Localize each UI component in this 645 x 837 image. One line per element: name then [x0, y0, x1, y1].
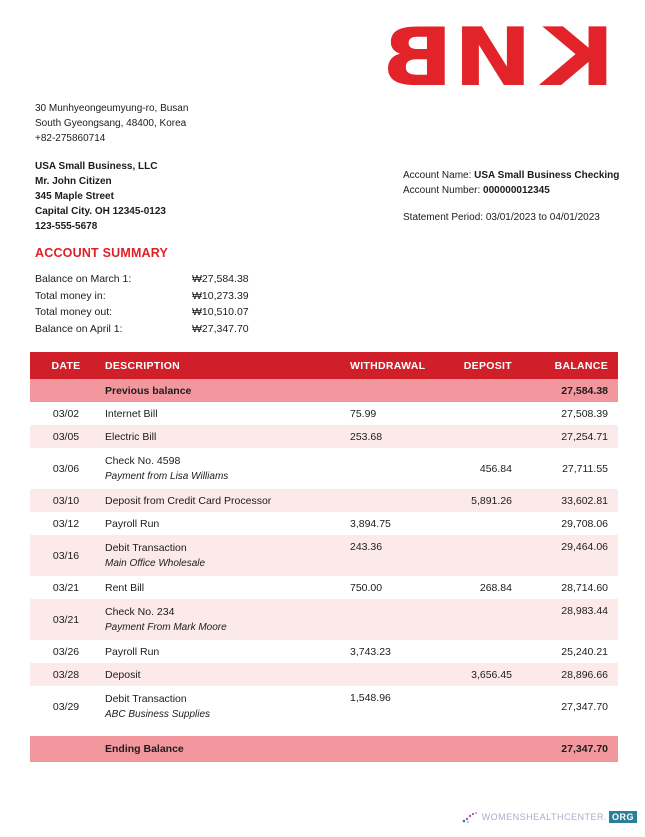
table-row	[30, 535, 618, 576]
cell-description	[102, 448, 347, 489]
cell-description: Internet Bill	[102, 402, 347, 425]
description-main: Debit Transaction	[105, 693, 187, 705]
logo-letter-b: B	[376, 11, 454, 104]
cell-description	[102, 599, 347, 640]
cell-deposit: 5,891.26	[437, 489, 515, 512]
cell-description: Rent Bill	[102, 576, 347, 599]
description-note: ABC Business Supplies	[105, 709, 211, 720]
bank-address-line: 30 Munhyeongeumyung-ro, Busan	[35, 103, 189, 114]
watermark-text: WOMENSHEALTHCENTER.	[481, 812, 607, 822]
summary-label: Balance on April 1:	[35, 322, 123, 335]
header-date: DATE	[30, 352, 102, 379]
summary-label: Total money out:	[35, 306, 113, 319]
header-withdrawal: WITHDRAWAL	[347, 352, 437, 379]
table-row	[30, 402, 618, 425]
table-header-row	[30, 352, 618, 379]
cell-deposit	[437, 402, 515, 425]
cell-balance: 27,508.39	[515, 402, 618, 425]
cell-deposit: 456.84	[437, 448, 515, 489]
customer-phone: 123-555-5678	[35, 221, 98, 232]
cell-description: Payroll Run	[102, 512, 347, 535]
summary-row	[35, 271, 335, 288]
dots-swoosh-icon	[461, 810, 479, 824]
statement-period-value: 03/01/2023 to 04/01/2023	[485, 212, 600, 223]
cell-date: 03/21	[30, 576, 102, 599]
cell-description: Deposit from Credit Card Processor	[102, 489, 347, 512]
table-row	[30, 663, 618, 686]
cell-balance: 27,711.55	[515, 448, 618, 489]
cell-date: 03/06	[30, 448, 102, 489]
account-number-label: Account Number:	[403, 185, 484, 196]
table-row	[30, 489, 618, 512]
customer-company: USA Small Business, LLC	[35, 161, 158, 172]
logo-letter-n: N	[453, 11, 538, 104]
summary-row	[35, 304, 335, 321]
customer-city: Capital City. OH 12345-0123	[35, 206, 166, 217]
previous-balance-row	[30, 379, 618, 402]
account-info-block	[403, 168, 619, 225]
cell-balance: 29,464.06	[515, 535, 618, 576]
description-main: Check No. 4598	[105, 455, 181, 467]
account-summary-title: ACCOUNT SUMMARY	[35, 246, 169, 260]
cell-description	[102, 535, 347, 576]
cell-withdrawal	[347, 599, 437, 640]
cell-withdrawal: 3,894.75	[347, 512, 437, 535]
account-name-label: Account Name:	[403, 170, 475, 181]
statement-period-line	[403, 210, 619, 225]
cell-balance: 27,254.71	[515, 425, 618, 448]
cell-deposit: 3,656.45	[437, 663, 515, 686]
previous-balance-label: Previous balance	[102, 379, 347, 402]
cell-withdrawal: 253.68	[347, 425, 437, 448]
cell-balance: 25,240.21	[515, 640, 618, 663]
summary-value: ₩27,347.70	[192, 322, 249, 335]
cell-withdrawal	[347, 448, 437, 489]
cell-balance: 29,708.06	[515, 512, 618, 535]
description-note: Payment from Lisa Williams	[105, 471, 229, 482]
cell-balance: 28,714.60	[515, 576, 618, 599]
bnk-logo	[376, 11, 615, 104]
description-main: Check No. 234	[105, 606, 175, 618]
cell-date: 03/26	[30, 640, 102, 663]
description-note: Main Office Wholesale	[105, 558, 206, 569]
cell-withdrawal: 750.00	[347, 576, 437, 599]
cell-withdrawal: 3,743.23	[347, 640, 437, 663]
cell-withdrawal: 1,548.96	[347, 686, 437, 727]
cell-date: 03/10	[30, 489, 102, 512]
cell-description	[102, 686, 347, 727]
table-row	[30, 640, 618, 663]
header-description: DESCRIPTION	[102, 352, 347, 379]
header-balance: BALANCE	[515, 352, 618, 379]
bank-address-line: South Gyeongsang, 48400, Korea	[35, 118, 187, 129]
ending-balance-amount: 27,347.70	[515, 736, 618, 762]
account-number-line	[403, 183, 619, 198]
table-row	[30, 425, 618, 448]
cell-deposit	[437, 686, 515, 727]
cell-description: Deposit	[102, 663, 347, 686]
cell-withdrawal: 75.99	[347, 402, 437, 425]
summary-value: ₩27,584.38	[192, 273, 249, 286]
summary-label: Total money in:	[35, 289, 106, 302]
summary-row	[35, 321, 335, 338]
account-summary-rows	[35, 271, 335, 337]
cell-deposit	[437, 640, 515, 663]
transactions-table	[30, 352, 618, 762]
cell-description: Electric Bill	[102, 425, 347, 448]
cell-deposit: 268.84	[437, 576, 515, 599]
cell-deposit	[437, 599, 515, 640]
account-name-line	[403, 168, 619, 183]
customer-name: Mr. John Citizen	[35, 176, 112, 187]
bank-phone: +82-275860714	[35, 133, 106, 144]
bank-address-block	[35, 101, 188, 146]
footer-watermark	[461, 810, 637, 824]
table-row	[30, 686, 618, 727]
watermark-org-badge: ORG	[609, 811, 637, 823]
statement-period-label: Statement Period:	[403, 212, 486, 223]
cell-withdrawal: 243.36	[347, 535, 437, 576]
summary-value: ₩10,510.07	[192, 306, 249, 319]
summary-row	[35, 288, 335, 305]
table-row	[30, 576, 618, 599]
account-number-value: 000000012345	[483, 185, 550, 196]
logo-letter-k: K	[537, 11, 615, 104]
cell-withdrawal	[347, 663, 437, 686]
customer-address-block	[35, 159, 166, 234]
cell-withdrawal	[347, 489, 437, 512]
customer-street: 345 Maple Street	[35, 191, 114, 202]
cell-balance: 28,896.66	[515, 663, 618, 686]
cell-deposit	[437, 512, 515, 535]
table-row	[30, 448, 618, 489]
description-note: Payment From Mark Moore	[105, 622, 227, 633]
table-row	[30, 512, 618, 535]
cell-deposit	[437, 425, 515, 448]
cell-description: Payroll Run	[102, 640, 347, 663]
cell-date: 03/21	[30, 599, 102, 640]
description-main: Debit Transaction	[105, 542, 187, 554]
cell-date: 03/29	[30, 686, 102, 727]
cell-date: 03/02	[30, 402, 102, 425]
account-name-value: USA Small Business Checking	[474, 170, 620, 181]
cell-date: 03/05	[30, 425, 102, 448]
cell-balance: 28,983.44	[515, 599, 618, 640]
previous-balance-amount: 27,584.38	[515, 379, 618, 402]
summary-label: Balance on March 1:	[35, 273, 132, 286]
cell-deposit	[437, 535, 515, 576]
cell-date: 03/12	[30, 512, 102, 535]
summary-value: ₩10,273.39	[192, 289, 249, 302]
account-summary-section	[35, 246, 335, 337]
table-row	[30, 599, 618, 640]
spacer-row	[30, 727, 618, 736]
cell-balance: 33,602.81	[515, 489, 618, 512]
header-deposit: DEPOSIT	[437, 352, 515, 379]
cell-date: 03/16	[30, 535, 102, 576]
ending-balance-row	[30, 736, 618, 762]
cell-date: 03/28	[30, 663, 102, 686]
cell-balance: 27,347.70	[515, 686, 618, 727]
ending-balance-label: Ending Balance	[102, 736, 347, 762]
